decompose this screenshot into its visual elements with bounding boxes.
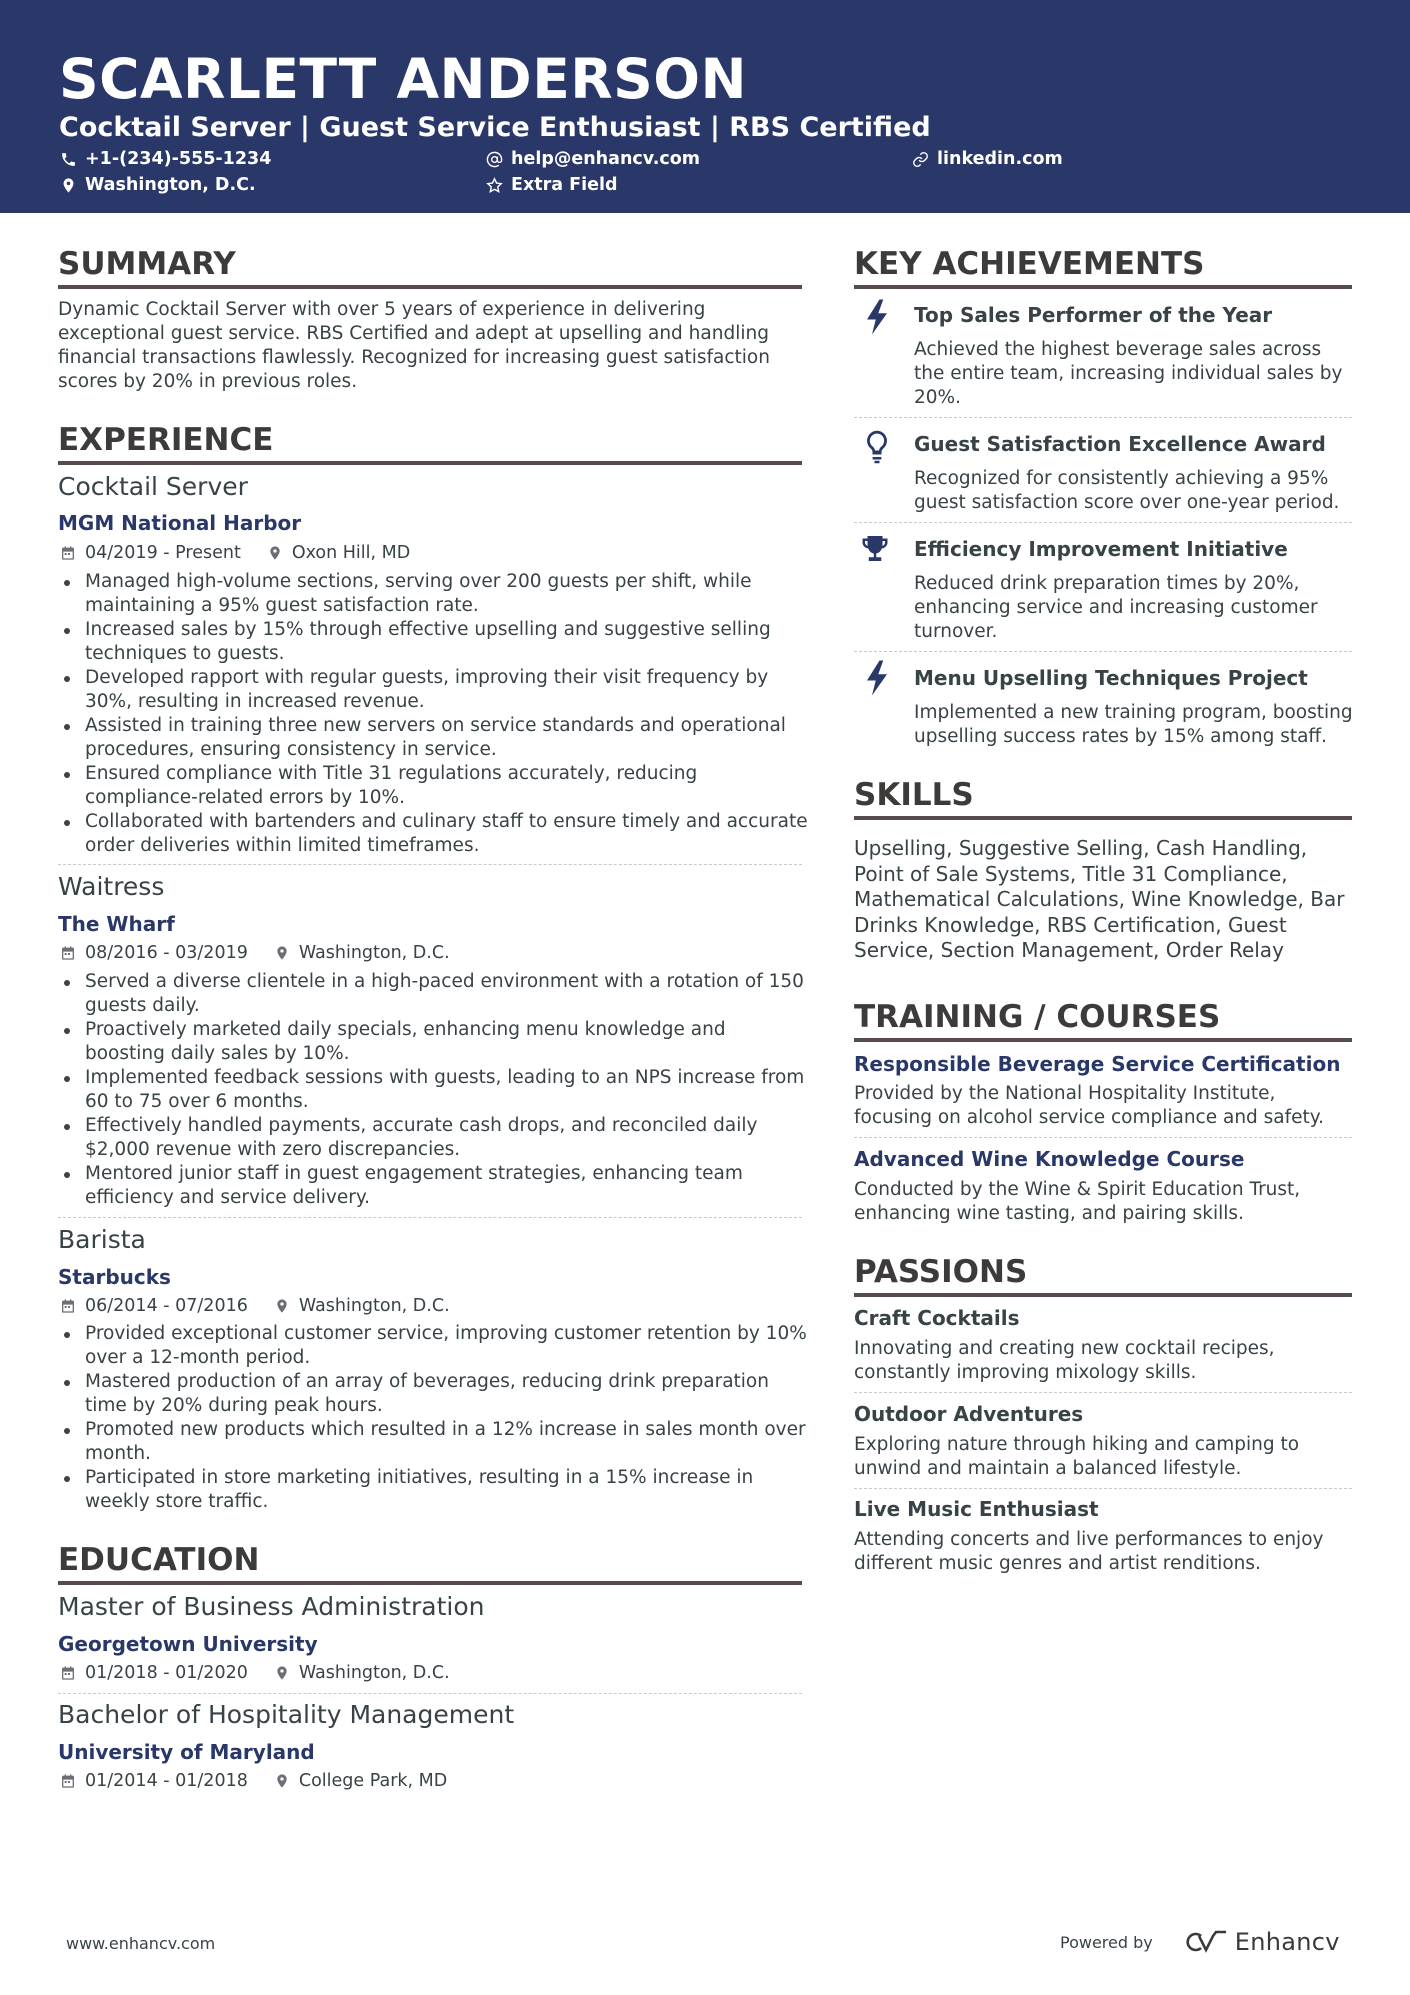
divider: [854, 522, 1352, 523]
summary-line: exceptional guest service. RBS Certified and adept at upselling and handling: [58, 323, 769, 344]
course-title: Advanced Wine Knowledge Course: [854, 1147, 1245, 1171]
job-bullets: [58, 970, 828, 1210]
bullet-item: Implemented feedback sessions with guests, leading to an NPS increase from 60 to 75 over 6 months.: [58, 1066, 828, 1114]
bullet-item: Mentored junior staff in guest engagement strategies, enhancing team efficiency and service delivery.: [58, 1162, 828, 1210]
link-icon: [912, 151, 929, 168]
location-text: Washington, D.C.: [85, 175, 256, 195]
bolt-icon: [862, 298, 892, 336]
course-desc: Provided by the National Hospitality Institute, focusing on alcohol service compliance and safety.: [854, 1083, 1324, 1128]
bullet-item: Assisted in training three new servers on service standards and operational procedures, ensuring consistency in service.: [58, 714, 828, 762]
divider: [58, 1217, 802, 1218]
summary-text: [58, 298, 818, 394]
edu-dates: 01/2014 - 01/2018: [85, 1771, 248, 1791]
bullet-item: Served a diverse clientele in a high-paced environment with a rotation of 150 guests daily.: [58, 970, 828, 1018]
footer-branding: [1060, 1928, 1340, 1956]
edu-dates: 01/2018 - 01/2020: [85, 1663, 248, 1683]
bullet-item: Effectively handled payments, accurate cash drops, and reconciled daily $2,000 revenue with zero discrepancies.: [58, 1114, 828, 1162]
summary-line: scores by 20% in previous roles.: [58, 371, 358, 392]
edu-location: College Park, MD: [298, 1771, 448, 1791]
job-dates: 06/2014 - 07/2016: [85, 1296, 248, 1316]
trophy-icon: [860, 532, 890, 570]
map-pin-icon: [60, 177, 77, 194]
phone-text: +1-(234)-555-1234: [85, 149, 272, 169]
bullet-item: Provided exceptional customer service, improving customer retention by 10% over a 12-month period.: [58, 1322, 828, 1370]
skills-title: SKILLS: [854, 777, 974, 813]
skills-list: Upselling, Suggestive Selling, Cash Handling, Point of Sale Systems, Title 31 Compliance, Mathematical Calculations, Wine Knowledge, Bar Drinks Knowledge, RBS Certification, Guest Service, Section Management, Order Relay: [854, 836, 1345, 962]
job-company: Starbucks: [58, 1265, 171, 1289]
bullet-item: Proactively marketed daily specials, enhancing menu knowledge and boosting daily sales by 10%.: [58, 1018, 828, 1066]
achievement-desc: Recognized for consistently achieving a 95% guest satisfaction score over one-year period.: [914, 468, 1340, 513]
map-pin-icon: [274, 1298, 290, 1314]
bullet-item: Participated in store marketing initiatives, resulting in a 15% increase in weekly store traffic.: [58, 1466, 828, 1514]
edu-meta: [60, 1769, 447, 1793]
job-company: The Wharf: [58, 912, 175, 936]
edu-meta: [60, 1661, 450, 1685]
passions-rule: [854, 1293, 1352, 1297]
calendar-icon: [60, 545, 76, 561]
passion-title: Craft Cocktails: [854, 1306, 1020, 1330]
divider: [854, 1137, 1352, 1138]
summary-title: SUMMARY: [58, 246, 236, 282]
extra-field: [486, 173, 618, 197]
divider: [854, 1488, 1352, 1489]
enhancv-logo-icon: [1181, 1928, 1229, 1956]
map-pin-icon: [274, 1773, 290, 1789]
passion-desc: Attending concerts and live performances to enjoy different music genres and artist renditions.: [854, 1529, 1324, 1574]
passion-title: Live Music Enthusiast: [854, 1497, 1099, 1521]
job-dates: 08/2016 - 03/2019: [85, 943, 248, 963]
edu-school: University of Maryland: [58, 1740, 315, 1764]
job-role: Cocktail Server: [58, 472, 248, 501]
job-meta: [60, 541, 410, 565]
experience-rule: [58, 461, 802, 465]
job-location: Oxon Hill, MD: [291, 543, 411, 563]
job-location: Washington, D.C.: [298, 1296, 450, 1316]
education-title: EDUCATION: [58, 1542, 260, 1578]
enhancv-logo[interactable]: [1181, 1928, 1340, 1956]
bullet-item: Collaborated with bartenders and culinary staff to ensure timely and accurate order deliveries within limited timeframes.: [58, 810, 828, 858]
edu-degree: Bachelor of Hospitality Management: [58, 1700, 515, 1729]
divider: [58, 1693, 802, 1694]
achievement-title: Efficiency Improvement Initiative: [914, 537, 1288, 561]
divider: [854, 1392, 1352, 1393]
bullet-item: Promoted new products which resulted in a 12% increase in sales month over month.: [58, 1418, 828, 1466]
passion-desc: Exploring nature through hiking and camping to unwind and maintain a balanced lifestyle.: [854, 1434, 1300, 1479]
candidate-name: SCARLETT ANDERSON: [59, 47, 748, 111]
skills-rule: [854, 816, 1352, 820]
divider: [854, 417, 1352, 418]
training-rule: [854, 1038, 1352, 1042]
education-rule: [58, 1581, 802, 1585]
map-pin-icon: [274, 945, 290, 961]
map-pin-icon: [267, 545, 283, 561]
phone-icon: [60, 151, 77, 168]
enhancv-logo-text: Enhancv: [1234, 1928, 1340, 1956]
job-role: Barista: [58, 1225, 146, 1254]
divider: [854, 651, 1352, 652]
achievement-desc: Implemented a new training program, boosting upselling success rates by 15% among staff.: [914, 702, 1353, 747]
edu-school: Georgetown University: [58, 1632, 318, 1656]
achievement-desc: Achieved the highest beverage sales across the entire team, increasing individual sales by 20%.: [914, 339, 1343, 408]
job-dates: 04/2019 - Present: [85, 543, 241, 563]
map-pin-icon: [274, 1665, 290, 1681]
bullet-item: Managed high-volume sections, serving over 200 guests per shift, while maintaining a 95% guest satisfaction rate.: [58, 570, 828, 618]
linkedin-text: linkedin.com: [937, 149, 1063, 169]
achievement-title: Top Sales Performer of the Year: [914, 303, 1273, 327]
resume-header: [0, 0, 1410, 213]
summary-rule: [58, 285, 802, 289]
passion-desc: Innovating and creating new cocktail recipes, constantly improving mixology skills.: [854, 1338, 1275, 1383]
training-title: TRAINING / COURSES: [854, 999, 1221, 1035]
achievement-title: Guest Satisfaction Excellence Award: [914, 432, 1326, 456]
bullet-item: Developed rapport with regular guests, improving their visit frequency by 30%, resulting in increased revenue.: [58, 666, 828, 714]
star-icon: [486, 177, 503, 194]
phone-contact[interactable]: [60, 147, 271, 171]
job-company: MGM National Harbor: [58, 511, 302, 535]
powered-by-text: Powered by: [1060, 1932, 1153, 1952]
email-text: help@enhancv.com: [511, 149, 701, 169]
bullet-item: Ensured compliance with Title 31 regulations accurately, reducing compliance-related errors by 10%.: [58, 762, 828, 810]
divider: [58, 864, 802, 865]
course-title: Responsible Beverage Service Certification: [854, 1052, 1341, 1076]
job-meta: [60, 1294, 450, 1318]
job-bullets: [58, 1322, 828, 1514]
bolt-icon: [862, 659, 892, 697]
calendar-icon: [60, 945, 76, 961]
lightbulb-icon: [862, 428, 892, 466]
linkedin-contact[interactable]: [912, 147, 1063, 171]
passions-title: PASSIONS: [854, 1254, 1028, 1290]
achievements-rule: [854, 285, 1352, 289]
course-desc: Conducted by the Wine & Spirit Education Trust, enhancing wine tasting, and pairing skills.: [854, 1179, 1301, 1224]
achievements-title: KEY ACHIEVEMENTS: [854, 246, 1205, 282]
location-contact: [60, 173, 256, 197]
summary-line: financial transactions flawlessly. Recognized for increasing guest satisfaction: [58, 347, 770, 368]
experience-title: EXPERIENCE: [58, 422, 274, 458]
bullet-item: Mastered production of an array of beverages, reducing drink preparation time by 20% during peak hours.: [58, 1370, 828, 1418]
job-bullets: [58, 570, 828, 858]
job-meta: [60, 941, 450, 965]
extra-field-text: Extra Field: [511, 175, 618, 195]
candidate-headline: Cocktail Server | Guest Service Enthusiast | RBS Certified: [59, 112, 931, 143]
edu-degree: Master of Business Administration: [58, 1592, 485, 1621]
job-role: Waitress: [58, 872, 165, 901]
bullet-item: Increased sales by 15% through effective upselling and suggestive selling techniques to guests.: [58, 618, 828, 666]
at-icon: [486, 151, 503, 168]
passion-title: Outdoor Adventures: [854, 1402, 1084, 1426]
email-contact[interactable]: [486, 147, 700, 171]
achievement-desc: Reduced drink preparation times by 20%, enhancing service and increasing customer turnover.: [914, 573, 1318, 642]
calendar-icon: [60, 1773, 76, 1789]
edu-location: Washington, D.C.: [298, 1663, 450, 1683]
achievement-title: Menu Upselling Techniques Project: [914, 666, 1308, 690]
footer-website-link[interactable]: www.enhancv.com: [66, 1934, 216, 1953]
calendar-icon: [60, 1665, 76, 1681]
job-location: Washington, D.C.: [298, 943, 450, 963]
calendar-icon: [60, 1298, 76, 1314]
summary-line: Dynamic Cocktail Server with over 5 years of experience in delivering: [58, 299, 706, 320]
